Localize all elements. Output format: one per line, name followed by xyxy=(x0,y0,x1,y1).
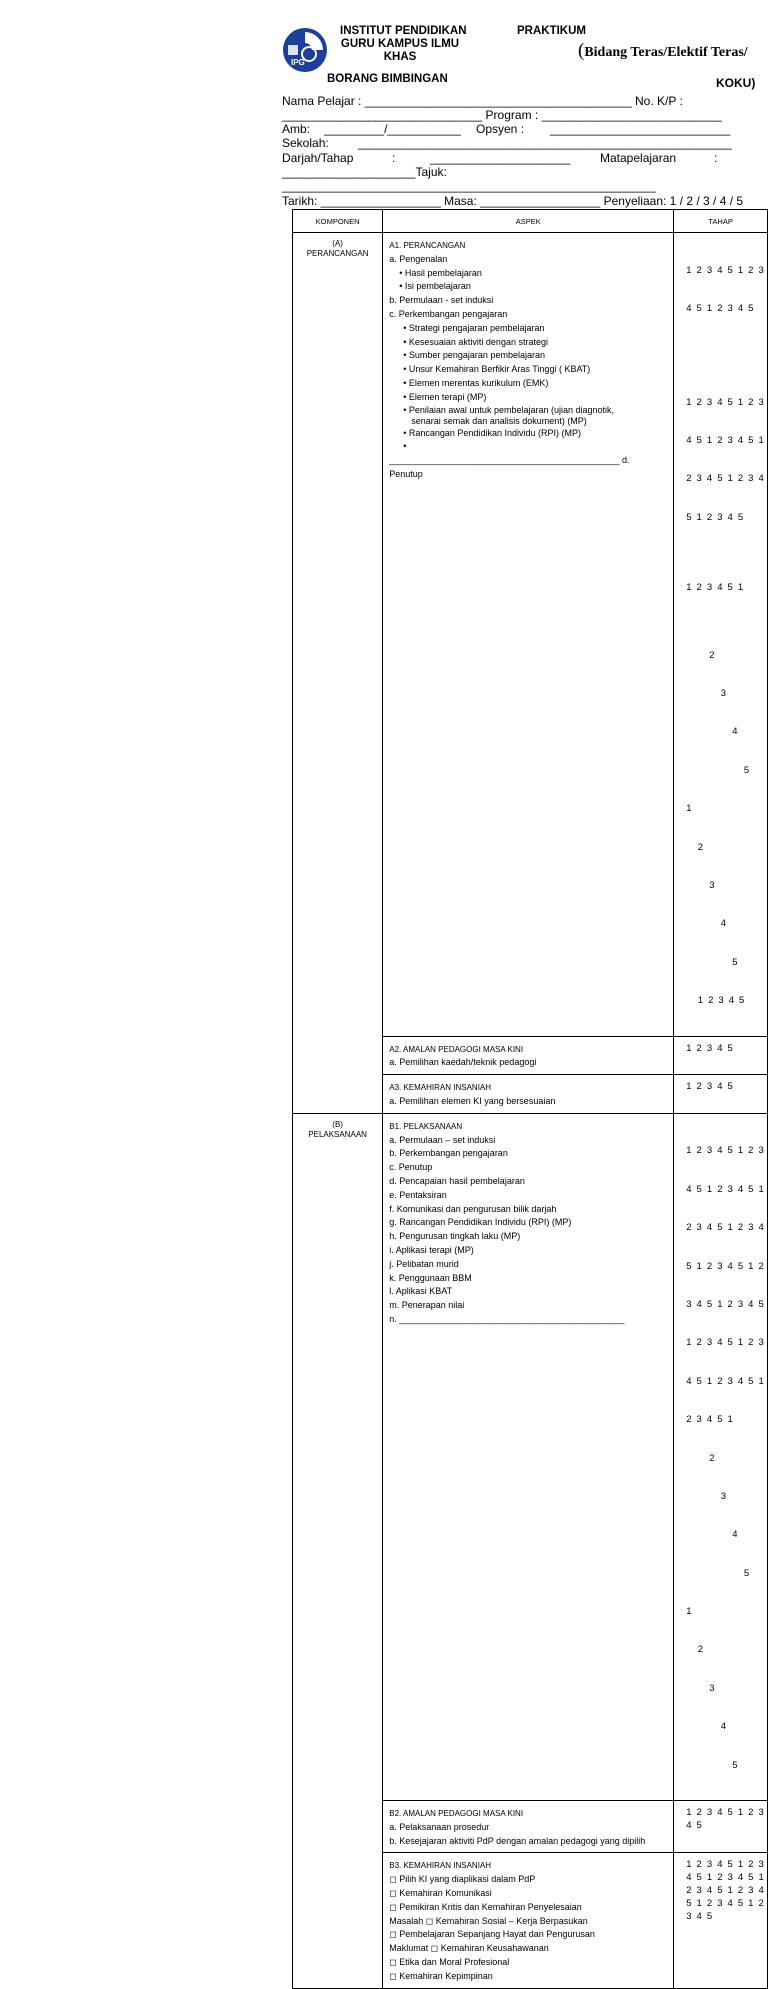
aspek-b1-title: B1. PELAKSANAAN xyxy=(389,1121,463,1131)
tahap-a3 xyxy=(674,1075,768,1114)
tahap-line: 1 2 3 4 5 1 2 3 xyxy=(686,1145,765,1157)
tahap-b2 xyxy=(674,1801,768,1853)
tahap-line xyxy=(686,367,765,371)
tahap-a1 xyxy=(674,233,768,1037)
checkbox-item: ◻ Pembelajaran Sepanjang Hayat dan Pengurusan xyxy=(389,1929,595,1940)
tahap-line: 2 xyxy=(686,1452,716,1464)
list-item: k. Penggunaan BBM xyxy=(389,1272,472,1283)
tahap-line: 1 2 3 4 5 1 2 3 xyxy=(686,396,765,408)
list-item: Penutup xyxy=(389,468,423,479)
list-item: a. Pemilihan elemen KI yang bersesuaian xyxy=(389,1096,556,1106)
list-item: b. Perkembangan pengajaran xyxy=(389,1148,508,1159)
tahap-line: 2 3 4 5 1 2 3 4 xyxy=(686,1222,765,1234)
komponen-a-name: PERANCANGAN xyxy=(306,249,369,258)
list-item: i. Aplikasi terapi (MP) xyxy=(389,1244,474,1255)
tahap-line: 2 3 4 5 1 xyxy=(686,1414,735,1426)
komponen-b xyxy=(293,1113,383,1988)
komponen-b-name: PELAKSANAAN xyxy=(308,1129,367,1139)
tahap-line: 1 2 3 4 5 1 2 3 xyxy=(686,1859,765,1871)
checkbox-item: ◻ Pilih KI yang diaplikasi dalam PdP xyxy=(389,1874,536,1885)
tahap-b3 xyxy=(674,1853,768,1988)
tahap-line: 4 xyxy=(686,918,728,930)
borang-title: BORANG BIMBINGAN xyxy=(327,73,448,85)
tahap-line: 5 xyxy=(686,1759,739,1771)
list-item: a. Pemilihan kaedah/teknik pedagogi xyxy=(389,1057,537,1068)
list-item: g. Rancangan Pendidikan Individu (RPI) (MP) xyxy=(389,1217,572,1228)
tahap-line: 2 xyxy=(686,649,716,661)
tahap-line: 3 xyxy=(686,688,728,700)
checkbox-item: Maklumat ◻ Kemahiran Keusahawanan xyxy=(389,1943,549,1954)
institute-line-3: KHAS xyxy=(383,51,417,63)
koku-label: KOKU) xyxy=(716,76,756,90)
list-item: l. Aplikasi KBAT xyxy=(389,1286,453,1297)
praktikum-label: PRAKTIKUM xyxy=(517,25,586,37)
ipg-logo xyxy=(282,27,328,73)
list-item: f. Komunikasi dan pengurusan bilik darjah xyxy=(389,1203,557,1214)
col-header-komponen: KOMPONEN xyxy=(293,210,383,233)
list-item: b. Kesejajaran aktiviti PdP dengan amalan pedagogi yang dipilih xyxy=(389,1835,646,1846)
komponen-b-code: (B) xyxy=(332,1119,343,1129)
tahap-line: 3 xyxy=(686,1490,728,1502)
list-item: h. Pengurusan tingkah laku (MP) xyxy=(389,1231,521,1242)
aspek-a2-title: A2. AMALAN PEDAGOGI MASA KINI xyxy=(389,1044,524,1054)
tahap-line: 4 xyxy=(686,1721,728,1733)
institute-line-2: GURU KAMPUS ILMU xyxy=(340,38,460,50)
checkbox-item: ◻ Pemikiran Kritis dan Kemahiran Penyelesaian xyxy=(389,1901,582,1912)
form-matapelajaran-label: Matapelajaran xyxy=(600,151,677,165)
komponen-a-code: (A) xyxy=(332,239,343,248)
tahap-line: 1 2 3 4 5 xyxy=(686,995,746,1007)
checkbox-item: Masalah ◻ Kemahiran Sosial – Kerja Berpasukan xyxy=(389,1915,588,1926)
tahap-line: 1 2 3 4 5 1 2 3 xyxy=(686,1337,765,1349)
tahap-line: 1 2 3 4 5 xyxy=(686,1042,735,1054)
list-item: c. Perkembangan pengajaran xyxy=(389,308,508,319)
form-line-tajuk: ____________________Tajuk: xyxy=(282,165,447,179)
tahap-line: 1 2 3 4 5 xyxy=(686,1081,735,1093)
list-item: e. Pentaksiran xyxy=(389,1189,447,1200)
list-item: c. Penutup xyxy=(389,1162,433,1173)
checkbox-item: ◻ Kemahiran Kepimpinan xyxy=(389,1970,493,1981)
institute-line-1: INSTITUT PENDIDIKAN xyxy=(340,25,467,37)
komponen-a xyxy=(293,233,383,1114)
form-amb-field: _________/___________ xyxy=(324,122,461,136)
list-item: • Hasil pembelajaran xyxy=(399,267,482,278)
tahap-line: 1 2 3 4 5 1 xyxy=(686,581,745,593)
bimbingan-table xyxy=(292,209,768,1989)
tahap-line: 5 1 2 3 4 5 xyxy=(686,511,745,523)
form-line-blank: ________________________________________________________ xyxy=(282,179,656,193)
tahap-line: 4 5 1 2 3 4 5 1 xyxy=(686,1183,765,1195)
svg-text:IPG: IPG xyxy=(291,58,305,67)
aspek-b1 xyxy=(383,1113,674,1800)
form-line-tarikh: Tarikh: __________________ Masa: __________________ Penyeliaan: 1 / 2 / 3 / 4 / 5 xyxy=(282,194,744,208)
tahap-line: 5 1 2 3 4 5 1 2 xyxy=(686,1897,765,1909)
tahap-line: 2 xyxy=(686,1644,705,1656)
list-item: • Elemen merentas kurikulum (EMK) xyxy=(403,377,549,388)
list-item: ______________________________________________ d. xyxy=(389,455,630,466)
tahap-line: 4 5 1 2 3 4 5 1 xyxy=(686,1375,765,1387)
tahap-line: 5 xyxy=(686,1567,751,1579)
tahap-line: 4 xyxy=(686,1529,739,1541)
list-item: • Strategi pengajaran pembelajaran xyxy=(403,322,545,333)
tahap-a2 xyxy=(674,1036,768,1075)
list-item: j. Pelibatan murid xyxy=(389,1258,459,1269)
list-item: a. Pengenalan xyxy=(389,253,448,264)
list-item: • Sumber pengajaran pembelajaran xyxy=(403,350,545,361)
tahap-line: 4 5 1 2 3 4 5 1 xyxy=(686,434,765,446)
tahap-line: 1 xyxy=(686,803,693,815)
form-amb-label: Amb: xyxy=(282,122,311,136)
col-header-aspek: ASPEK xyxy=(383,210,674,233)
tahap-line: 2 3 4 5 1 2 3 4 xyxy=(686,1885,765,1897)
form-matapelajaran-colon: : xyxy=(714,151,718,165)
tahap-line: 1 xyxy=(686,1606,693,1618)
form-opsyen-field: ___________________________ xyxy=(550,122,731,136)
list-item: • Kesesuaian aktiviti dengan strategi xyxy=(403,336,548,347)
tahap-line: 1 2 3 4 5 1 2 3 xyxy=(686,1807,765,1819)
aspek-b2 xyxy=(383,1801,674,1853)
tahap-line: 3 4 5 xyxy=(686,1910,714,1922)
list-item: d. Pencapaian hasil pembelajaran xyxy=(389,1175,525,1186)
bidang-paren: ( xyxy=(578,40,585,61)
tahap-line: 5 xyxy=(686,764,751,776)
tahap-line: 4 5 1 2 3 4 5 xyxy=(686,302,755,314)
list-item: b. Permulaan - set induksi xyxy=(389,295,494,306)
list-item: senarai semak dan analisis dokument) (MP) xyxy=(411,415,587,426)
col-header-tahap: TAHAP xyxy=(674,210,768,233)
tahap-b1 xyxy=(674,1113,768,1800)
checkbox-item: ◻ Etika dan Moral Profesional xyxy=(389,1957,510,1967)
aspek-a1 xyxy=(383,233,674,1037)
tahap-line xyxy=(686,550,765,556)
list-item: • Elemen terapi (MP) xyxy=(403,391,487,402)
tahap-line: 4 xyxy=(686,726,739,738)
tahap-line: 3 xyxy=(686,1682,716,1694)
aspek-b2-title: B2. AMALAN PEDAGOGI MASA KINI xyxy=(389,1809,524,1819)
aspek-a2 xyxy=(383,1036,674,1075)
list-item: a. Permulaan – set induksi xyxy=(389,1134,496,1145)
form-darjah-label: Darjah/Tahap xyxy=(282,151,354,165)
aspek-a3 xyxy=(383,1075,674,1114)
list-item: • Unsur Kemahiran Berfikir Aras Tinggi ( KBAT) xyxy=(403,364,591,375)
aspek-b3 xyxy=(383,1853,674,1988)
form-line-nama: Nama Pelajar : ________________________________________ No. K/P : xyxy=(282,94,683,108)
tahap-line xyxy=(686,620,765,624)
bidang-label xyxy=(578,40,748,62)
form-darjah-colon: : xyxy=(392,151,396,165)
aspek-b3-title: B3. KEMAHIRAN INSANIAH xyxy=(389,1861,492,1871)
list-item: • xyxy=(403,441,407,452)
tahap-line: 5 1 2 3 4 5 1 2 xyxy=(686,1260,765,1272)
tahap-line: 2 xyxy=(686,841,705,853)
form-darjah-field: _____________________ xyxy=(430,151,571,165)
form-sekolah-field: ________________________________________________________ xyxy=(358,136,732,150)
tahap-line: 4 5 1 2 3 4 5 1 xyxy=(686,1872,765,1884)
aspek-a3-title: A3. KEMAHIRAN INSANIAH xyxy=(389,1083,492,1093)
tahap-line: 5 xyxy=(686,956,739,968)
tahap-line: 2 3 4 5 1 2 3 4 xyxy=(686,473,765,485)
form-opsyen-label: Opsyen : xyxy=(476,122,525,136)
aspek-a1-title: A1. PERANCANGAN xyxy=(389,241,466,250)
list-item: • Isi pembelajaran xyxy=(399,281,471,292)
list-item: • Rancangan Pendidikan Individu (RPI) (MP) xyxy=(403,427,581,438)
list-item: n. _____________________________________________ xyxy=(389,1313,625,1324)
tahap-line: 4 5 xyxy=(686,1819,704,1831)
tahap-line: 3 xyxy=(686,880,716,892)
list-item: • Penilaian awal untuk pembelajaran (ujian diagnotik, xyxy=(403,404,615,415)
tahap-line: 3 4 5 1 2 3 4 5 xyxy=(686,1298,765,1310)
bidang-text: Bidang Teras/Elektif Teras/ xyxy=(584,45,748,60)
tahap-line: 1 2 3 4 5 1 2 3 xyxy=(686,264,765,276)
list-item: m. Penerapan nilai xyxy=(389,1300,465,1311)
form-line-program: ______________________________ Program : ___________________________ xyxy=(282,108,722,122)
form-sekolah-label: Sekolah: xyxy=(282,136,329,150)
list-item: a. Pelaksanaan prosedur xyxy=(389,1821,490,1832)
checkbox-item: ◻ Kemahiran Komunikasi xyxy=(389,1888,492,1899)
